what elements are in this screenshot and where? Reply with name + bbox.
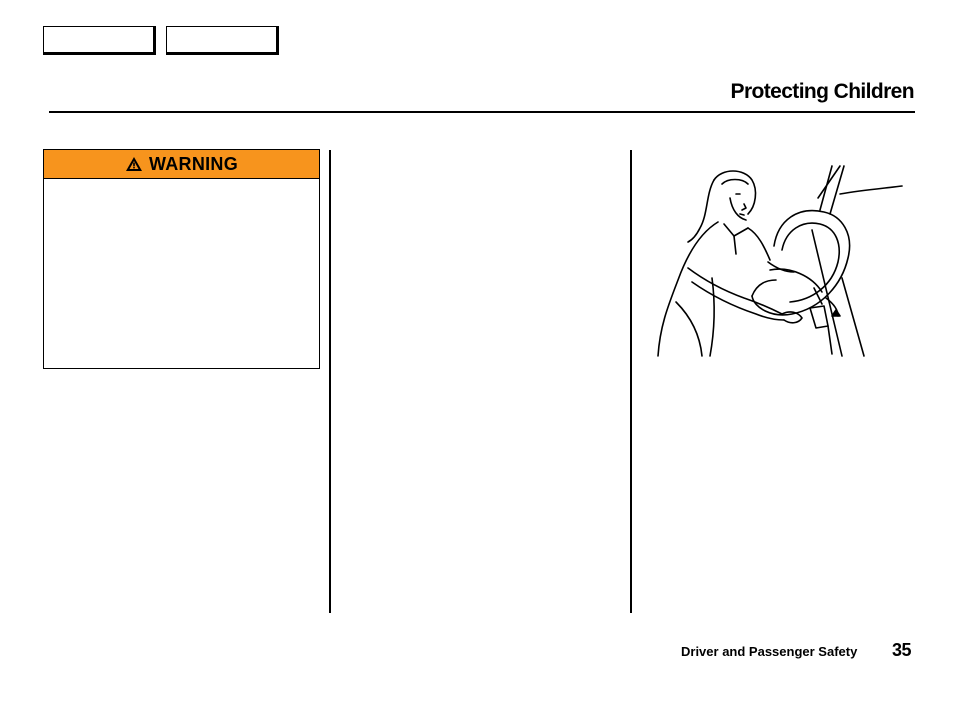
footer-section-title: Driver and Passenger Safety <box>681 644 858 659</box>
index-button[interactable] <box>166 26 279 55</box>
child-seat-installation-illustration <box>652 158 916 358</box>
main-menu-button[interactable] <box>43 26 156 55</box>
warning-header <box>44 150 319 179</box>
page-title: Protecting Children <box>730 80 914 103</box>
warning-box <box>43 149 320 369</box>
title-divider <box>49 111 915 113</box>
column-divider <box>630 150 632 613</box>
page-number: 35 <box>892 640 912 660</box>
column-divider <box>329 150 331 613</box>
warning-label: WARNING <box>148 153 239 174</box>
warning-triangle-icon <box>125 156 143 172</box>
